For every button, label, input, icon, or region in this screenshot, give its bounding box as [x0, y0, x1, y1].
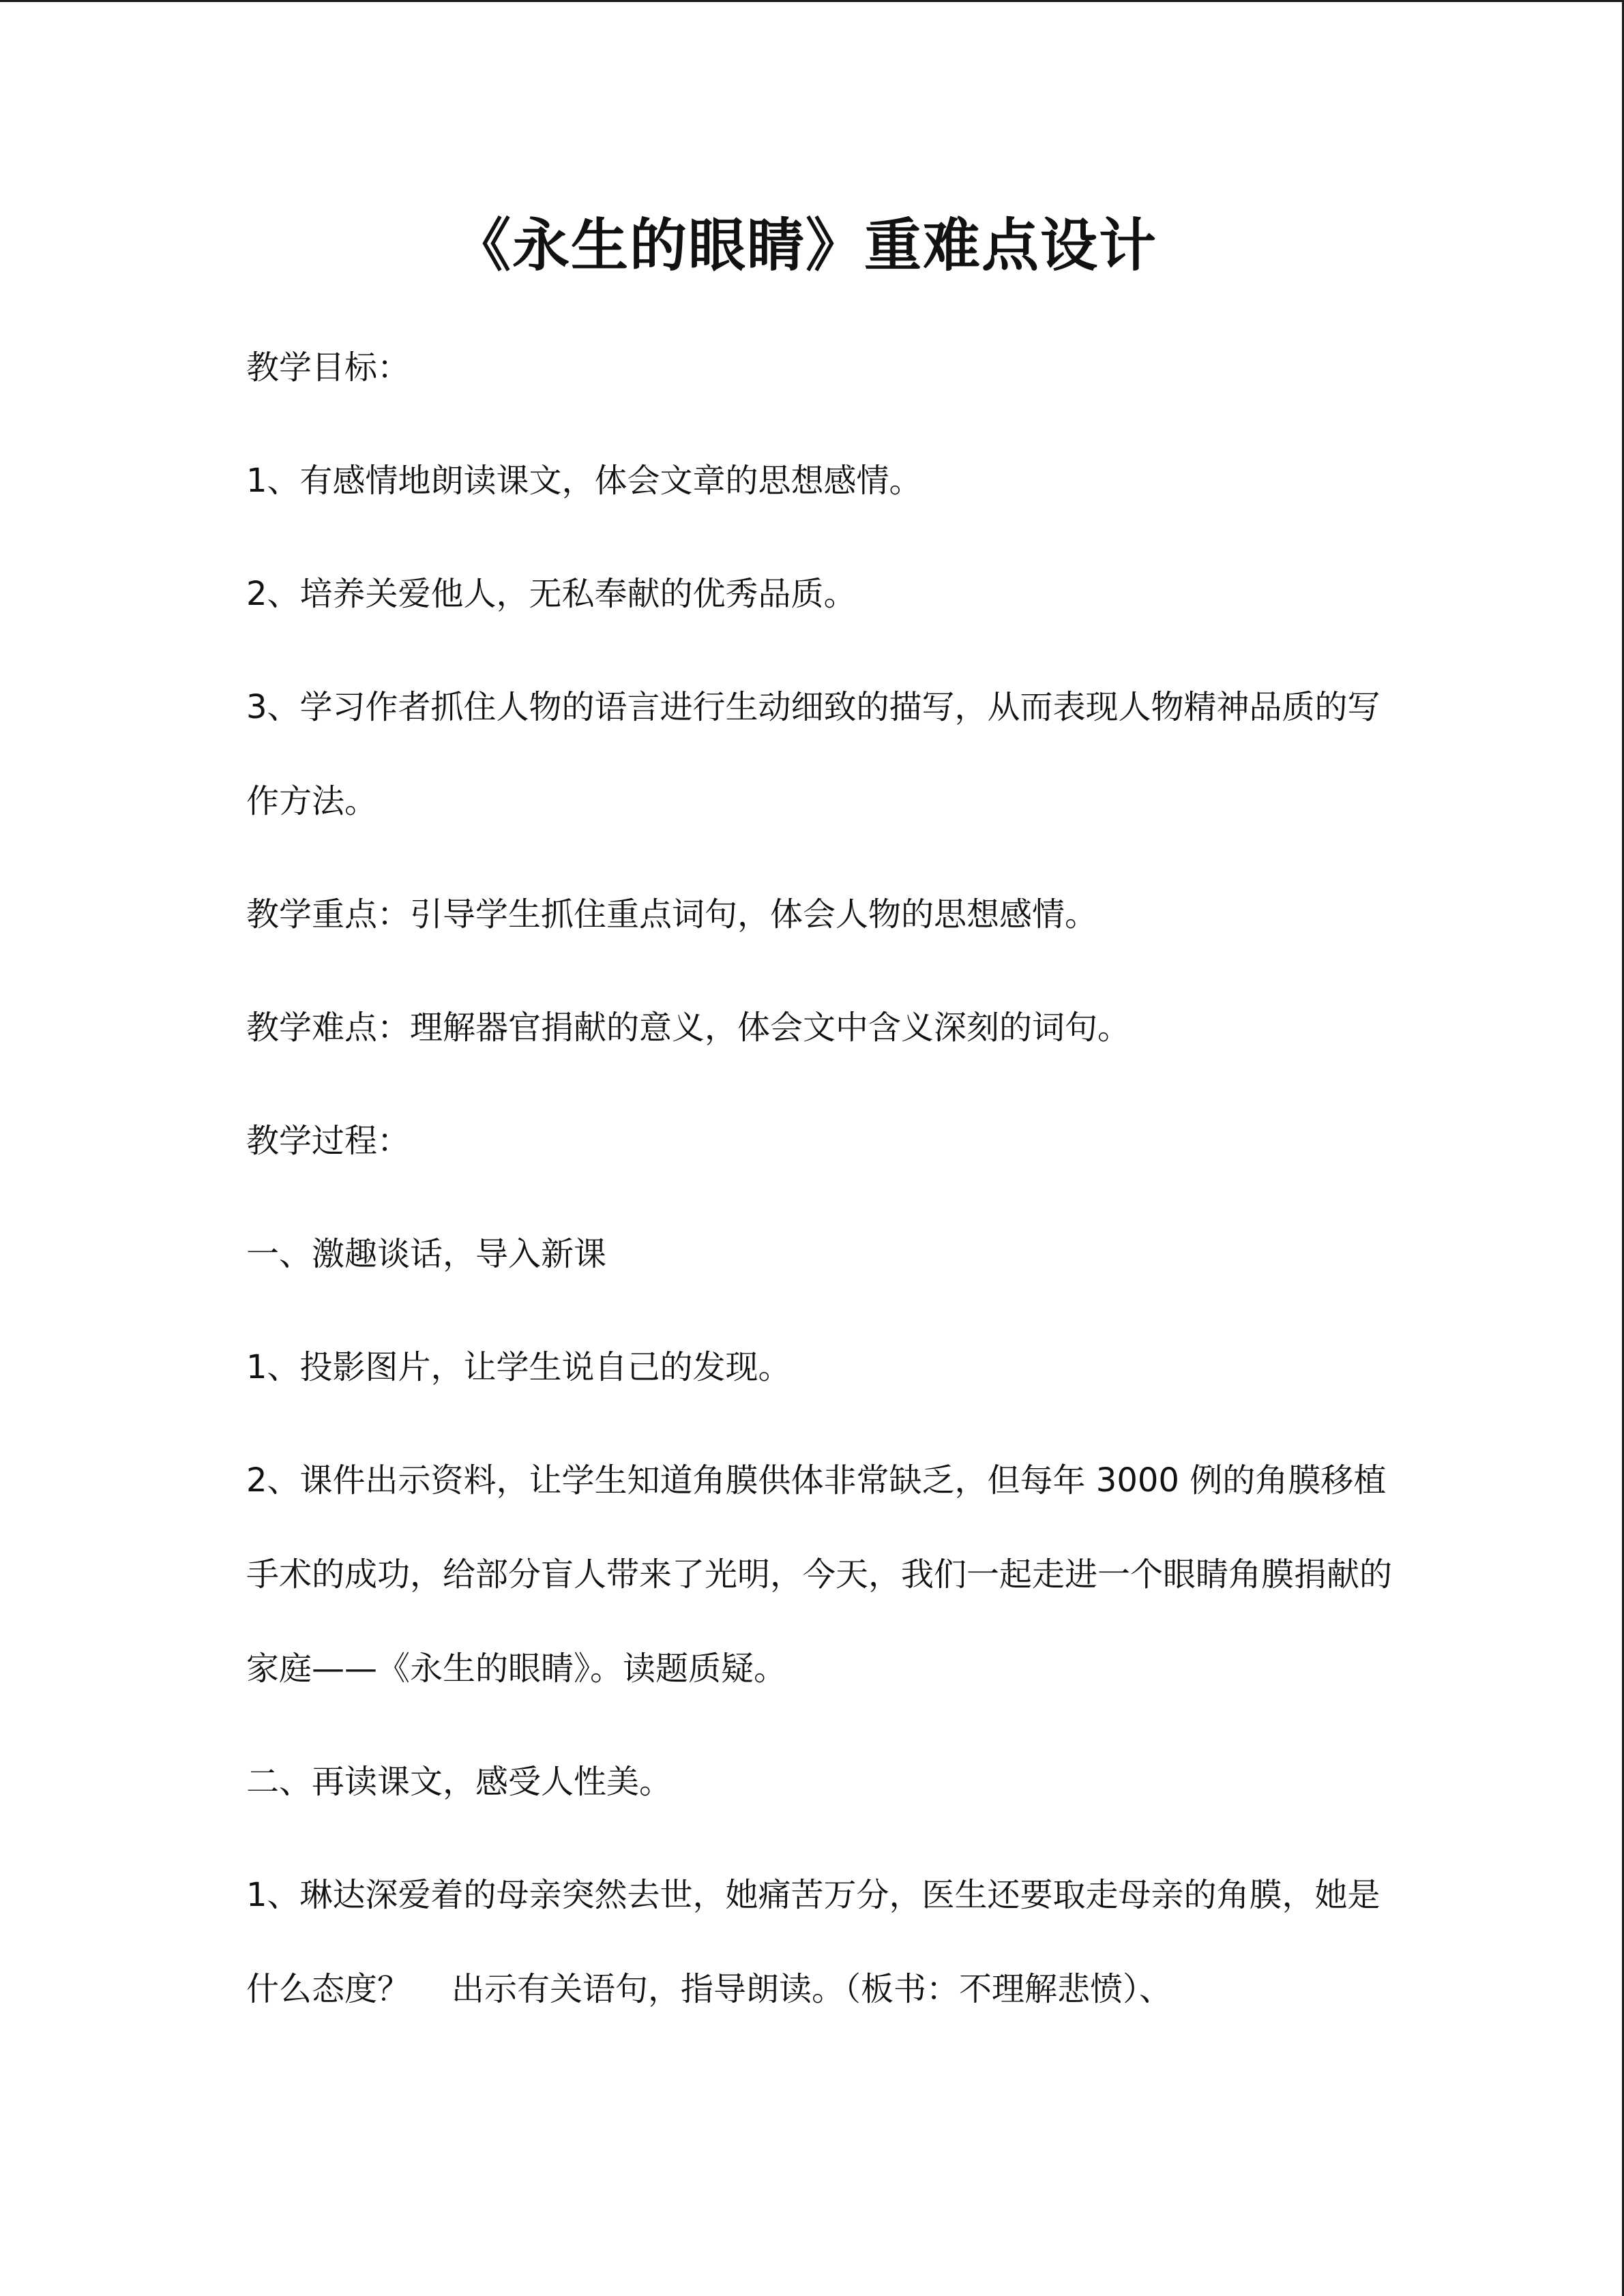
objective-item: 3、学习作者抓住人物的语言进行生动细致的描写，从而表现人物精神品质的写作方法。	[246, 688, 1381, 820]
process-step-item: 1、投影图片，让学生说自己的发现。	[246, 1348, 791, 1386]
section-heading-process: 教学过程：	[246, 1122, 411, 1160]
document-body	[246, 198, 1392, 2055]
section-heading-objectives: 教学目标：	[246, 348, 411, 387]
objective-item: 1、有感情地朗读课文，体会文章的思想感情。	[246, 462, 922, 500]
page-border-top	[0, 0, 1624, 2]
objective-item: 2、培养关爱他人，无私奉献的优秀品质。	[246, 575, 857, 613]
process-step-heading: 二、再读课文，感受人性美。	[246, 1763, 673, 1801]
teaching-difficulty: 教学难点：理解器官捐献的意义，体会文中含义深刻的词句。	[246, 1009, 1131, 1047]
process-step-item: 1、琳达深爱着的母亲突然去世，她痛苦万分，医生还要取走母亲的角膜，她是什么态度？ 出示有关语句，指导朗读。（板书：不理解悲愤）、	[246, 1876, 1381, 2008]
process-step-item: 2、课件出示资料，让学生知道角膜供体非常缺乏，但每年 3000 例的角膜移植手术的成功，给部分盲人带来了光明，今天，我们一起走进一个眼睛角膜捐献的家庭——《永生的眼睛》。读题质疑。	[246, 1461, 1393, 1688]
document-title: 《永生的眼睛》重难点设计	[453, 212, 1157, 279]
process-step-heading: 一、激趣谈话，导入新课	[246, 1235, 607, 1273]
teaching-key-point: 教学重点：引导学生抓住重点词句，体会人物的思想感情。	[246, 895, 1098, 934]
